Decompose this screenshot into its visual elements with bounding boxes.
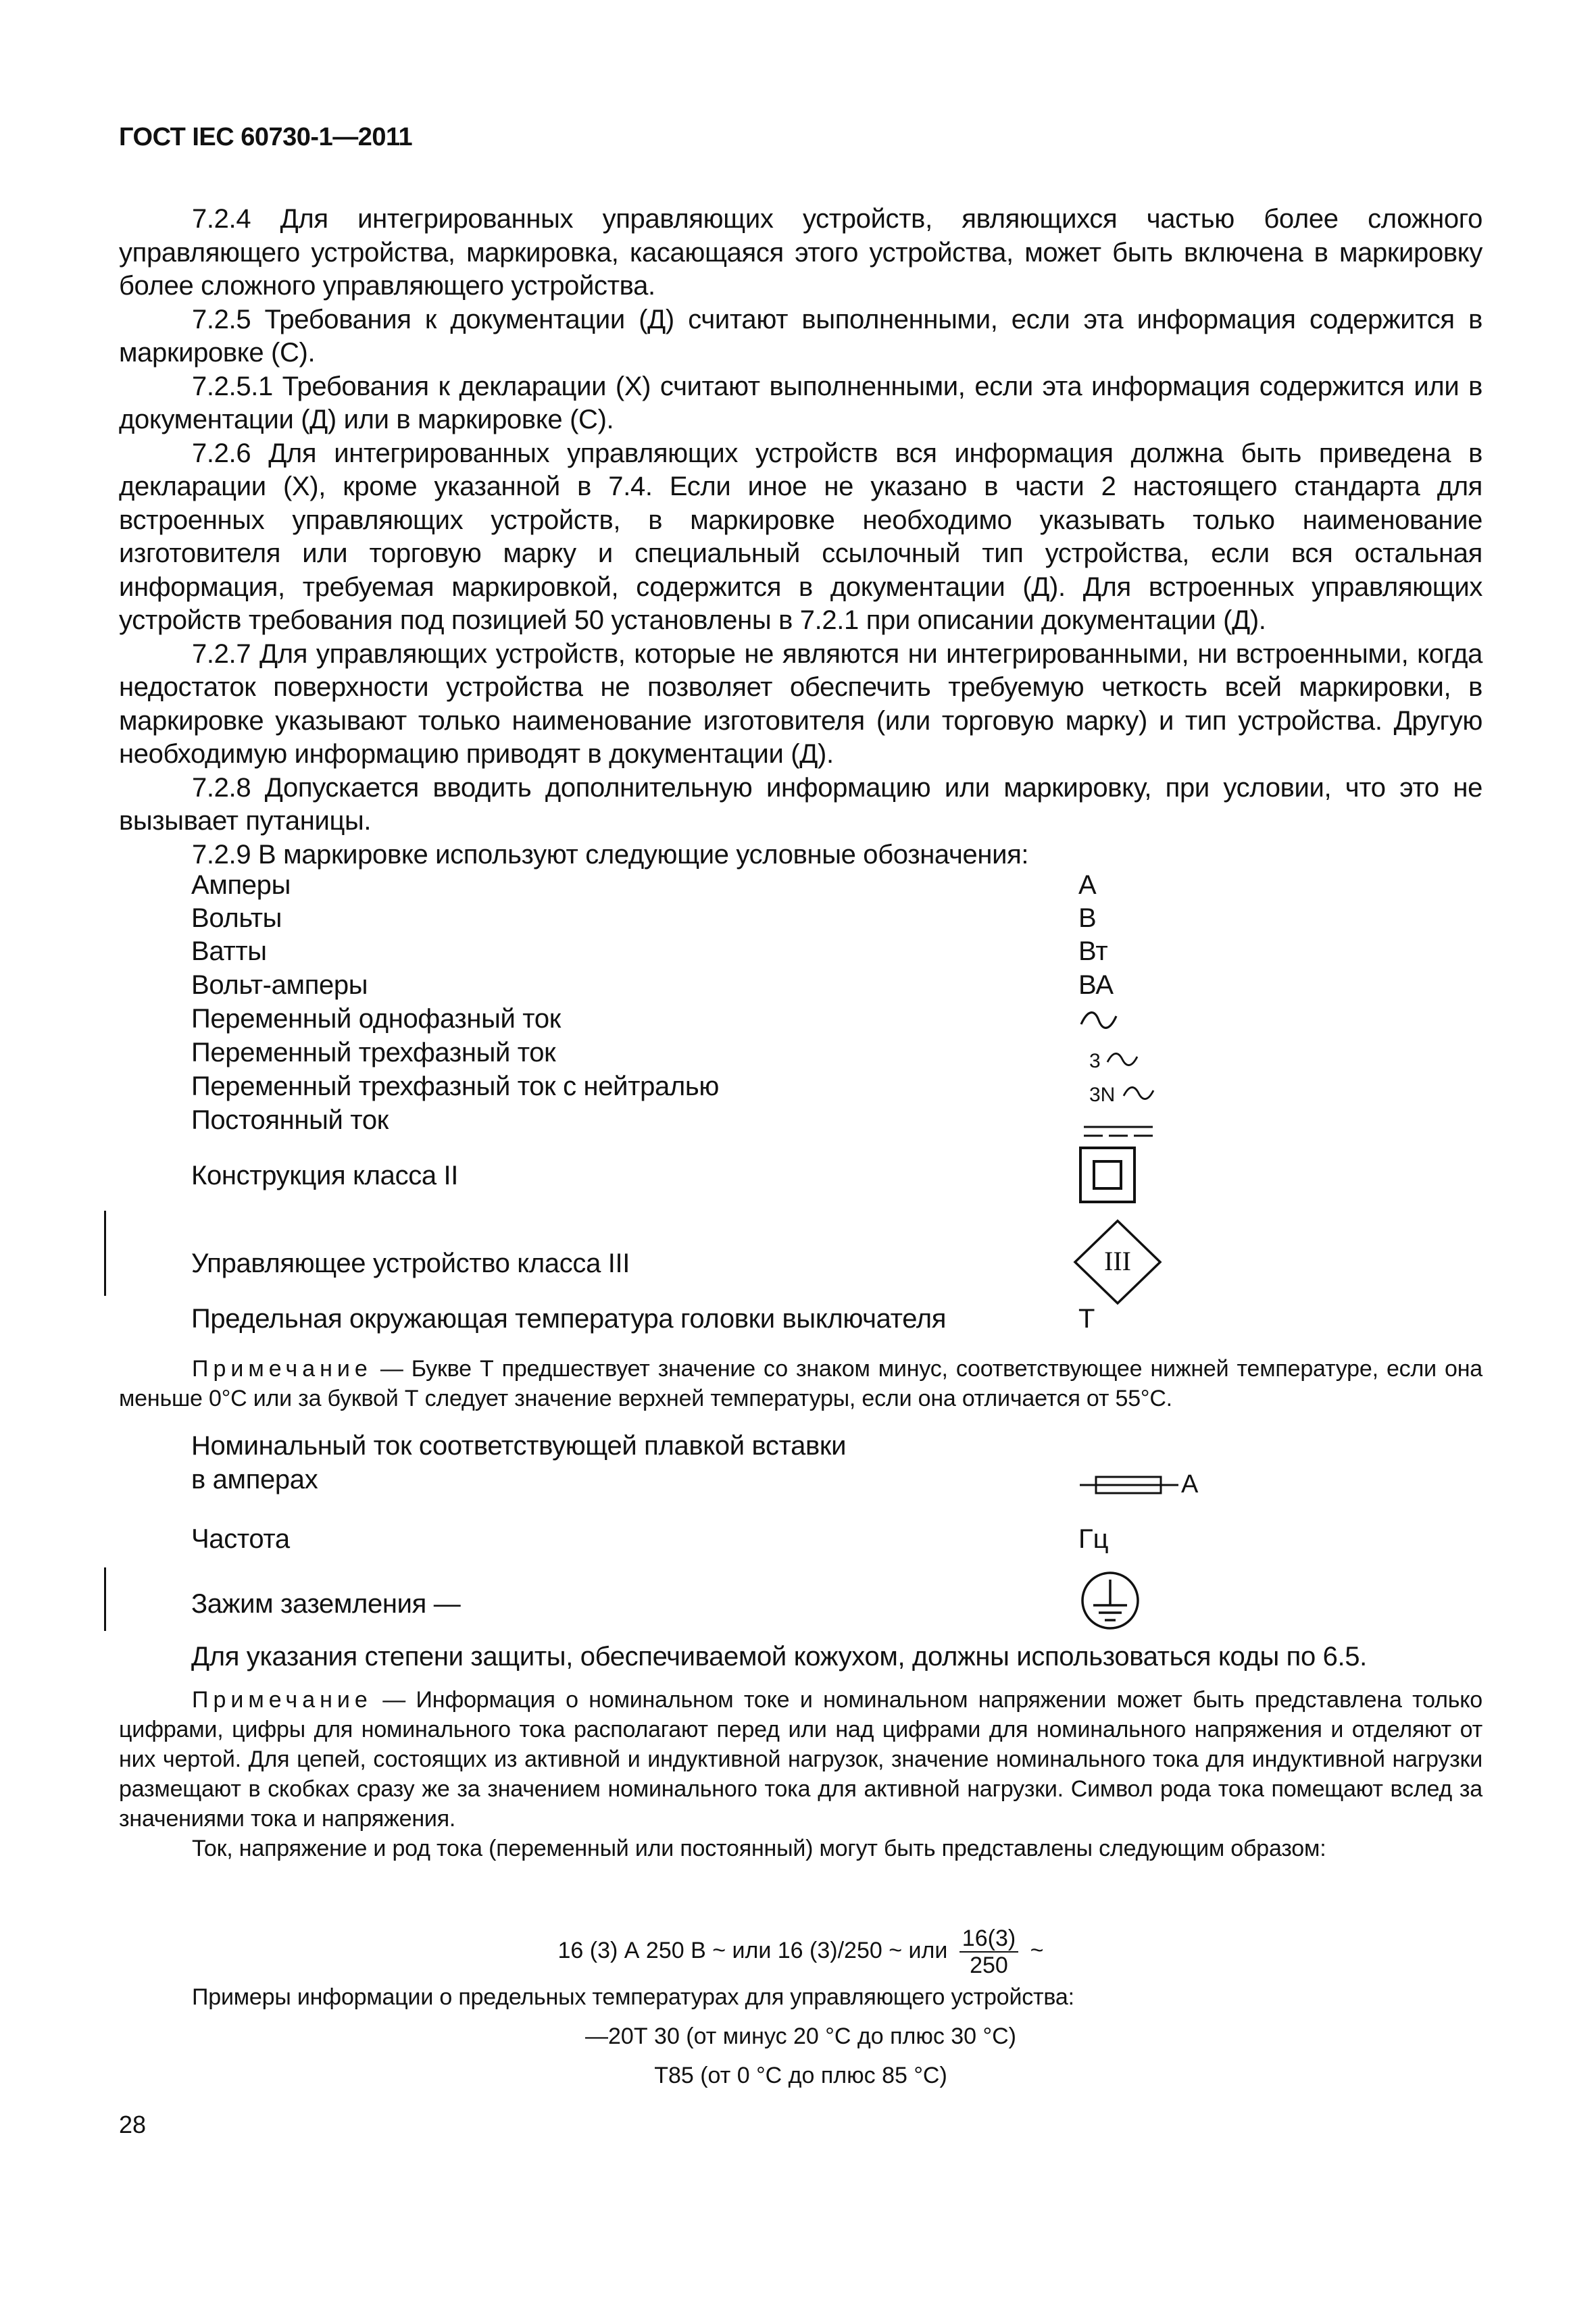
symbol-label-watts: Ватты — [191, 936, 267, 966]
paragraph-7-2-5: 7.2.5 Требования к документации (Д) считают выполненными, если эта информация содержится в маркировке (С). — [119, 304, 1482, 368]
symbol-label-class2: Конструкция класса II — [191, 1161, 459, 1190]
symbol-label-ac-single: Переменный однофазный ток — [191, 1004, 561, 1034]
symbol-label-fuse-line1: Номинальный ток соответствующей плавкой вставки — [191, 1431, 847, 1461]
symbol-value-watts: Вт — [1078, 936, 1108, 966]
ac-sine-icon — [1078, 1008, 1119, 1032]
ac-three-prefix: 3 — [1089, 1050, 1101, 1072]
class3-roman-numeral: III — [1104, 1246, 1131, 1276]
paragraph-7-2-5-1: 7.2.5.1 Требования к декларации (X) считают выполненными, если эта информация содержится или в документации (Д) или в маркировке (С). — [119, 371, 1482, 434]
ac-sine-icon — [1105, 1050, 1139, 1069]
protection-codes-text: Для указания степени защиты, обеспечиваемой кожухом, должны использоваться коды по 6.5. — [191, 1642, 1367, 1671]
double-square-icon — [1078, 1146, 1137, 1204]
formula-part1: 16 (3) А 250 В ~ или 16 (3)/250 ~ или — [557, 1937, 948, 1963]
fuse-icon — [1078, 1473, 1180, 1497]
symbol-label-dc: Постоянный ток — [191, 1105, 389, 1135]
formula-fraction — [959, 1926, 1018, 1978]
symbol-label-ac-three: Переменный трехфазный ток — [191, 1038, 556, 1067]
examples-intro-block — [119, 1982, 1482, 2012]
note-1-prefix: Примечание — [192, 1356, 372, 1382]
note-2-text-2: Ток, напряжение и род тока (переменный или постоянный) могут быть представлены следующим образом: — [192, 1836, 1326, 1861]
paragraph-7-2-9: 7.2.9 В маркировке используют следующие условные обозначения: — [192, 839, 1029, 870]
dc-lines-icon — [1082, 1123, 1154, 1140]
formula-numerator: 16(3) — [959, 1926, 1018, 1953]
symbol-label-voltamperes: Вольт-амперы — [191, 970, 368, 1000]
symbol-label-frequency: Частота — [191, 1524, 290, 1554]
symbol-label-ac-three-neutral: Переменный трехфазный ток с нейтралью — [191, 1072, 720, 1101]
main-paragraphs — [119, 203, 1482, 872]
ac-sine-icon — [1122, 1084, 1155, 1103]
symbol-value-volts: В — [1078, 903, 1097, 933]
paragraph-7-2-7: 7.2.7 Для управляющих устройств, которые не являются ни интегрированными, ни встроенными, когда недостаток поверхности устройства не позволяет обеспечить требуемую четкость всей маркировки, в маркировке указывают только наименование изготовителя (или торговую марку) и тип устройства. Другую необходимую информацию приводят в документации (Д). — [119, 638, 1482, 769]
note-1 — [119, 1354, 1482, 1413]
symbol-label-amperes: Амперы — [191, 870, 291, 900]
paragraph-7-2-6: 7.2.6 Для интегрированных управляющих устройств вся информация должна быть приведена в декларации (X), кроме указанной в 7.4. Если иное не указано в части 2 настоящего стандарта для встроенных управляющих устройств, в маркировке необходимо указывать только наименование изготовителя или торговую марку и специальный ссылочный тип устройства, если вся остальная информация, требуемая маркировкой, содержится в документации (Д). Для встроенных управляющих устройств требования под позицией 50 установлены в 7.2.1 при описании документации (Д). — [119, 438, 1482, 635]
symbol-value-voltamperes: ВА — [1078, 970, 1114, 1000]
note-2 — [119, 1685, 1482, 1863]
symbol-label-temp-limit: Предельная окружающая температура головки выключателя — [191, 1304, 947, 1334]
formula-line — [119, 1926, 1482, 1978]
symbol-label-class3: Управляющее устройство класса III — [191, 1249, 630, 1278]
symbol-value-temp-limit: Т — [1078, 1304, 1095, 1334]
symbol-label-fuse-line2: в амперах — [191, 1465, 318, 1494]
example-line-2: Т85 (от 0 °С до плюс 85 °С) — [654, 2063, 947, 2088]
symbol-label-volts: Вольты — [191, 903, 282, 933]
note-1-text: — Букве Т предшествует значение со знаком минус, соответствующее нижней температуре, если она меньше 0°С или за буквой Т следует значение верхней температуры, если она отличается от 55°С. — [119, 1356, 1482, 1411]
note-2-prefix: Примечание — [192, 1687, 372, 1713]
paragraph-7-2-8: 7.2.8 Допускается вводить дополнительную информацию или маркировку, при условии, что это не вызывает путаницы. — [119, 772, 1482, 836]
symbol-value-frequency: Гц — [1078, 1524, 1109, 1554]
earth-terminal-icon — [1080, 1570, 1141, 1631]
fuse-unit-label: A — [1181, 1470, 1199, 1499]
note-2-text: — Информация о номинальном токе и номинальном напряжении может быть представлена только цифрами, цифры для номинального тока располагают перед или над цифрами для номинального напряжения и отделяют от них чертой. Для цепей, состоящих из активной и индуктивной нагрузок, значение номинального тока для индуктивной нагрузки размещают в скобках сразу же за значением номинального тока для активной нагрузки. Символ рода тока помещают вслед за значениями тока и напряжения. — [119, 1687, 1482, 1832]
change-bar — [104, 1567, 106, 1631]
symbol-value-amperes: А — [1078, 870, 1097, 900]
ac-three-neutral-prefix: 3N — [1089, 1084, 1116, 1106]
examples-intro: Примеры информации о предельных температурах для управляющего устройства: — [192, 1984, 1074, 2010]
page-number: 28 — [119, 2111, 147, 2138]
paragraph-7-2-4: 7.2.4 Для интегрированных управляющих устройств, являющихся частью более сложного управляющего устройства, маркировка, касающаяся этого устройства, может быть включена в маркировку более сложного управляющего устройства. — [119, 204, 1482, 301]
formula-tail: ~ — [1030, 1937, 1044, 1963]
document-header: ГОСТ IEC 60730-1—2011 — [119, 123, 413, 151]
symbol-label-earth: Зажим заземления — — [191, 1589, 461, 1619]
change-bar — [104, 1211, 106, 1296]
formula-denominator: 250 — [970, 1953, 1008, 1978]
example-line-1: —20Т 30 (от минус 20 °С до плюс 30 °С) — [585, 2023, 1016, 2049]
